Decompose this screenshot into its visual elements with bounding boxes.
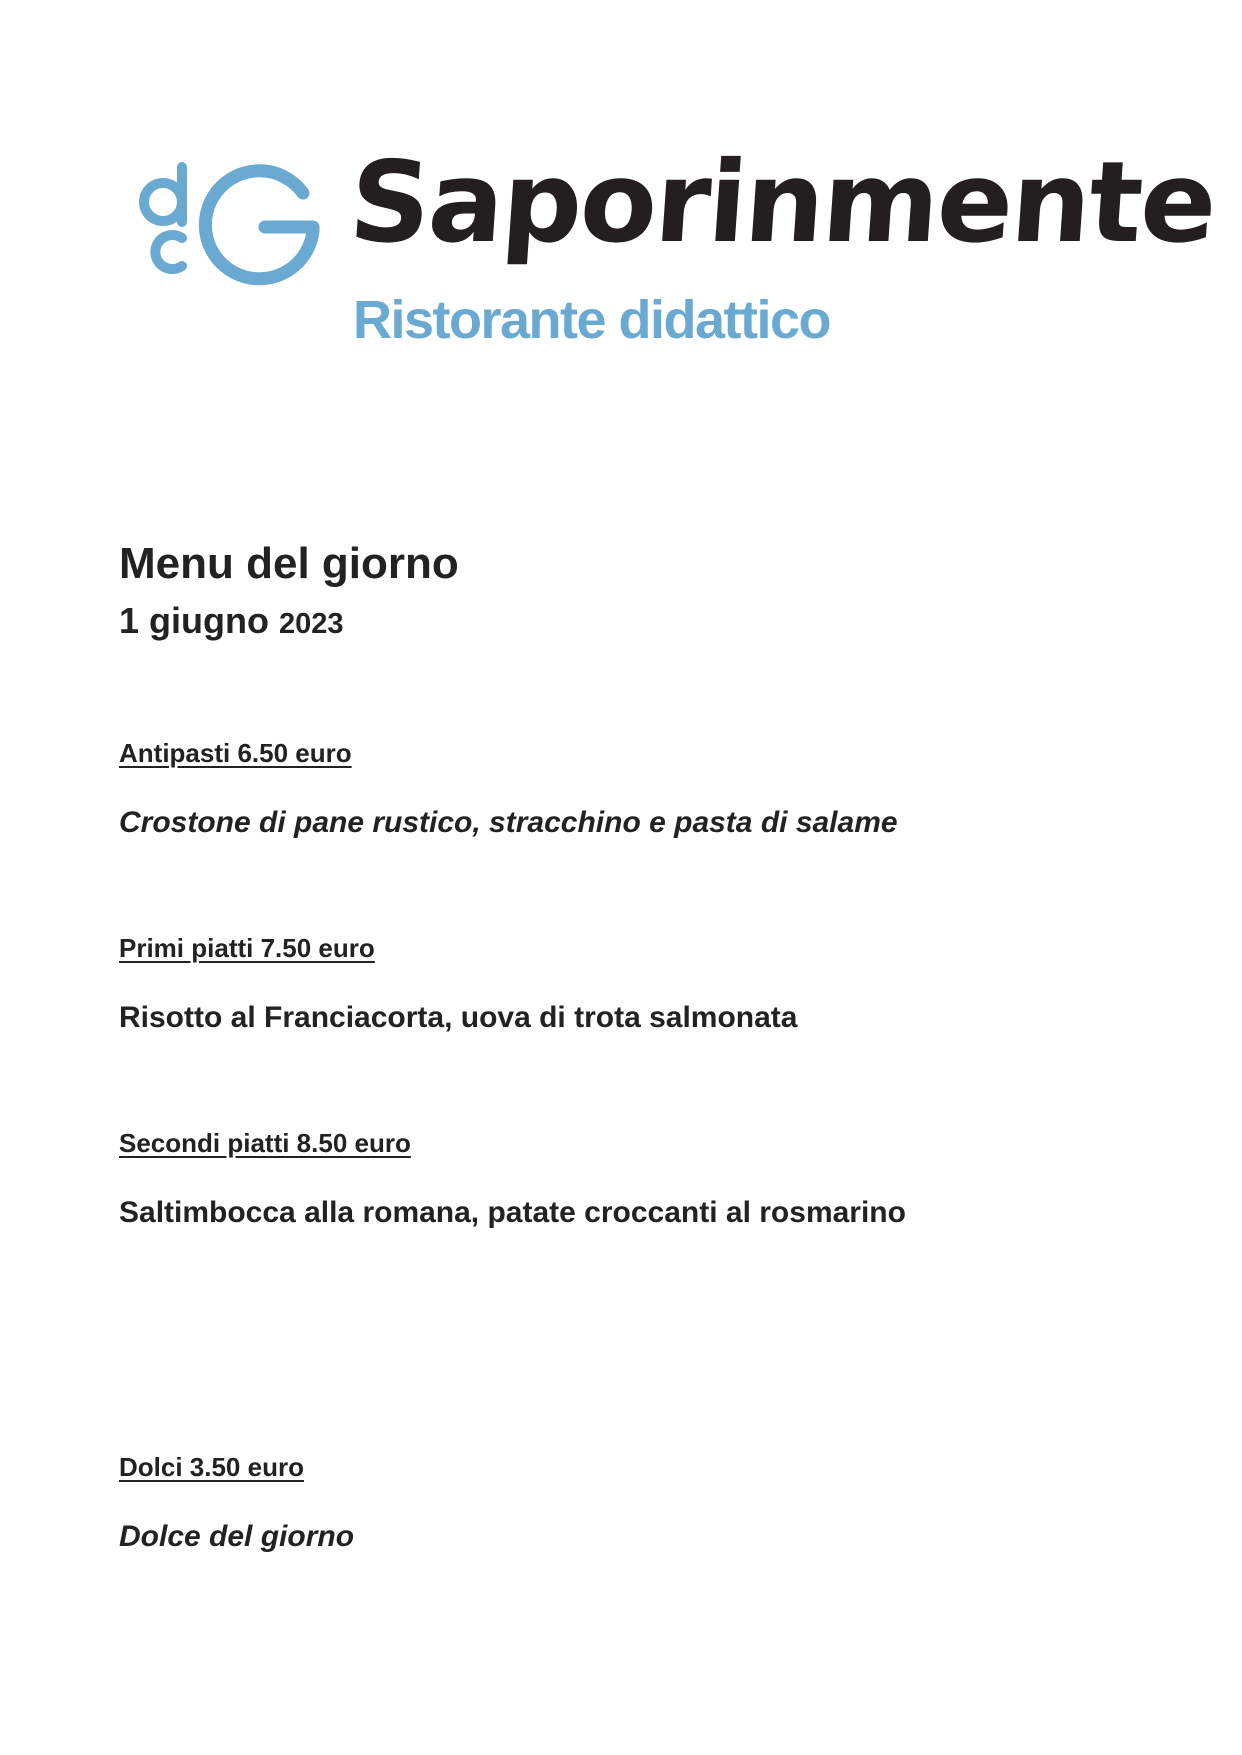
menu-date (119, 599, 1119, 642)
brand-name: Saporinmente (345, 138, 1220, 268)
menu-header (119, 538, 1119, 642)
menu-date-year: 2023 (279, 607, 344, 640)
course-primi (119, 933, 1169, 1034)
logo-mark-dg (135, 155, 320, 290)
course-secondi (119, 1128, 1169, 1229)
course-heading: Antipasti 6.50 euro (119, 738, 352, 768)
course-dish: Risotto al Franciacorta, uova di trota salmonata (119, 1001, 798, 1034)
course-dish: Crostone di pane rustico, stracchino e pasta di salame (119, 806, 898, 839)
course-heading: Secondi piatti 8.50 euro (119, 1128, 411, 1158)
course-dish: Dolce del giorno (119, 1520, 355, 1553)
page-title: Menu del giorno (119, 539, 459, 588)
restaurant-logo (135, 138, 1220, 355)
course-antipasti (119, 738, 1169, 839)
brand-tagline: Ristorante didattico (353, 290, 831, 350)
course-dish: Saltimbocca alla romana, patate croccanti al rosmarino (119, 1196, 906, 1229)
course-dolci (119, 1452, 1169, 1553)
course-heading: Primi piatti 7.50 euro (119, 933, 375, 963)
menu-date-day: 1 giugno (119, 599, 269, 641)
course-heading: Dolci 3.50 euro (119, 1452, 304, 1482)
